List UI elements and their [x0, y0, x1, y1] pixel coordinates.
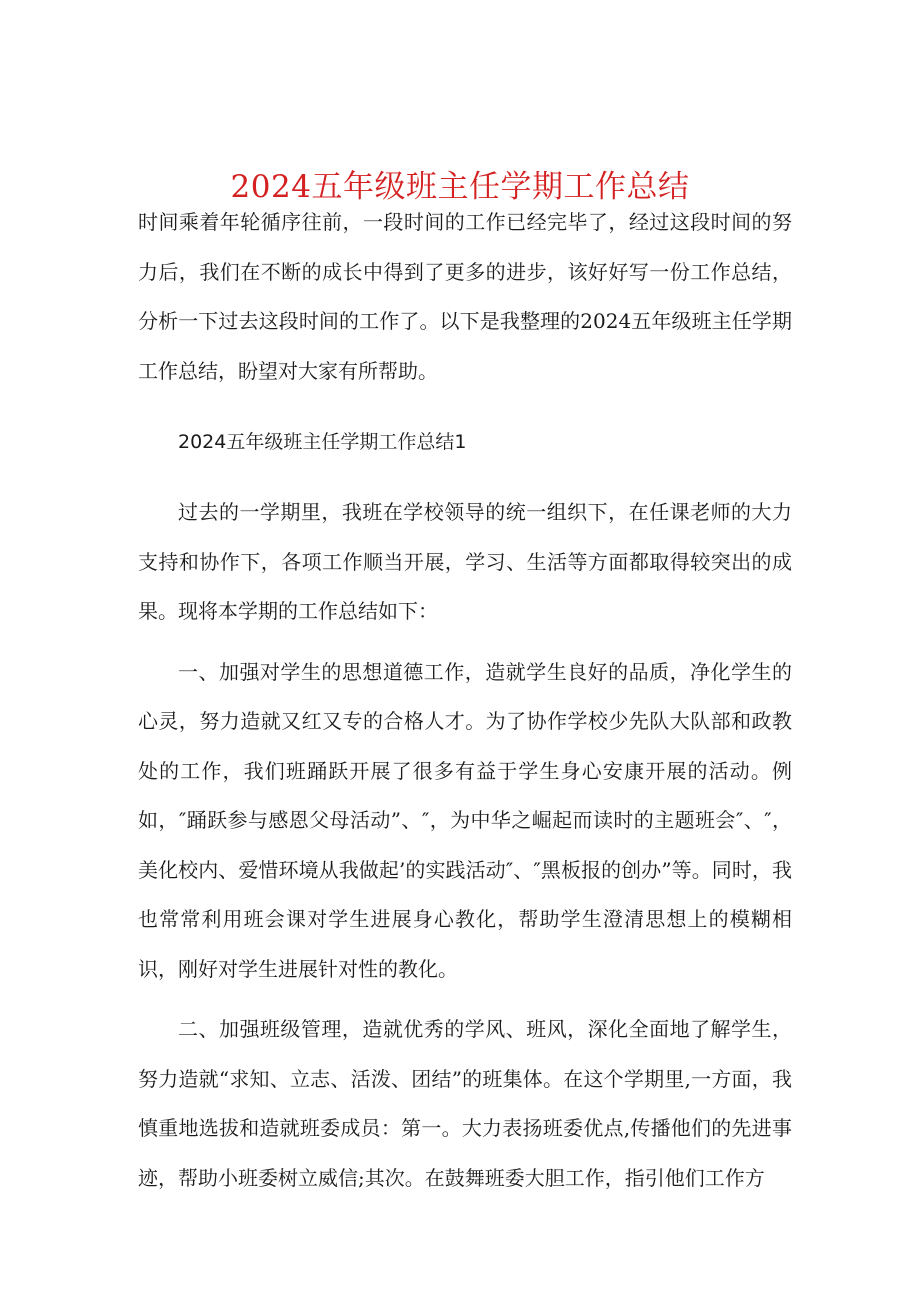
page-title: 2024五年级班主任学期工作总结: [230, 168, 690, 205]
paragraph-2: 一、加强对学生的思想道德工作，造就学生良好的品质，净化学生的心灵，努力造就又红又专的合格人才。为了协作学校少先队大队部和政教处的工作，我们班踊跃开展了很多有益于学生身心安康开展的活动。例如，″踊跃参与感恩父母活动”、″，为中华之崛起而读时的主题班会″、″，美化校内、爱惜环境从我做起’的实践活动″、″黑板报的创办”等。同时，我也常常利用班会课对学生进展身心教化，帮助学生澄清思想上的模糊相识，刚好对学生进展针对性的教化。: [138, 659, 792, 981]
intro-text: 时间乘着年轮循序往前，一段时间的工作已经完毕了，经过这段时间的努力后，我们在不断的成长中得到了更多的进步，该好好写一份工作总结，分析一下过去这段时间的工作了。以下是我整理的2024五年级班主任学期工作总结，盼望对大家有所帮助。: [138, 210, 792, 383]
paragraph-3: 二、加强班级管理，造就优秀的学风、班风，深化全面地了解学生，努力造就“求知、立志、活泼、团结”的班集体。在这个学期里,一方面，我慎重地选拔和造就班委成员：第一。大力表扬班委优点,传播他们的先进事迹，帮助小班委树立威信;其次。在鼓舞班委大胆工作，指引他们工作方: [138, 1017, 792, 1190]
section-title: 2024五年级班主任学期工作总结1: [178, 431, 467, 453]
section-content: [138, 488, 792, 1214]
paragraph-1: 过去的一学期里，我班在学校领导的统一组织下，在任课老师的大力支持和协作下，各项工作顺当开展，学习、生活等方面都取得较突出的成果。现将本学期的工作总结如下：: [138, 500, 792, 623]
intro-paragraph: [138, 198, 792, 396]
